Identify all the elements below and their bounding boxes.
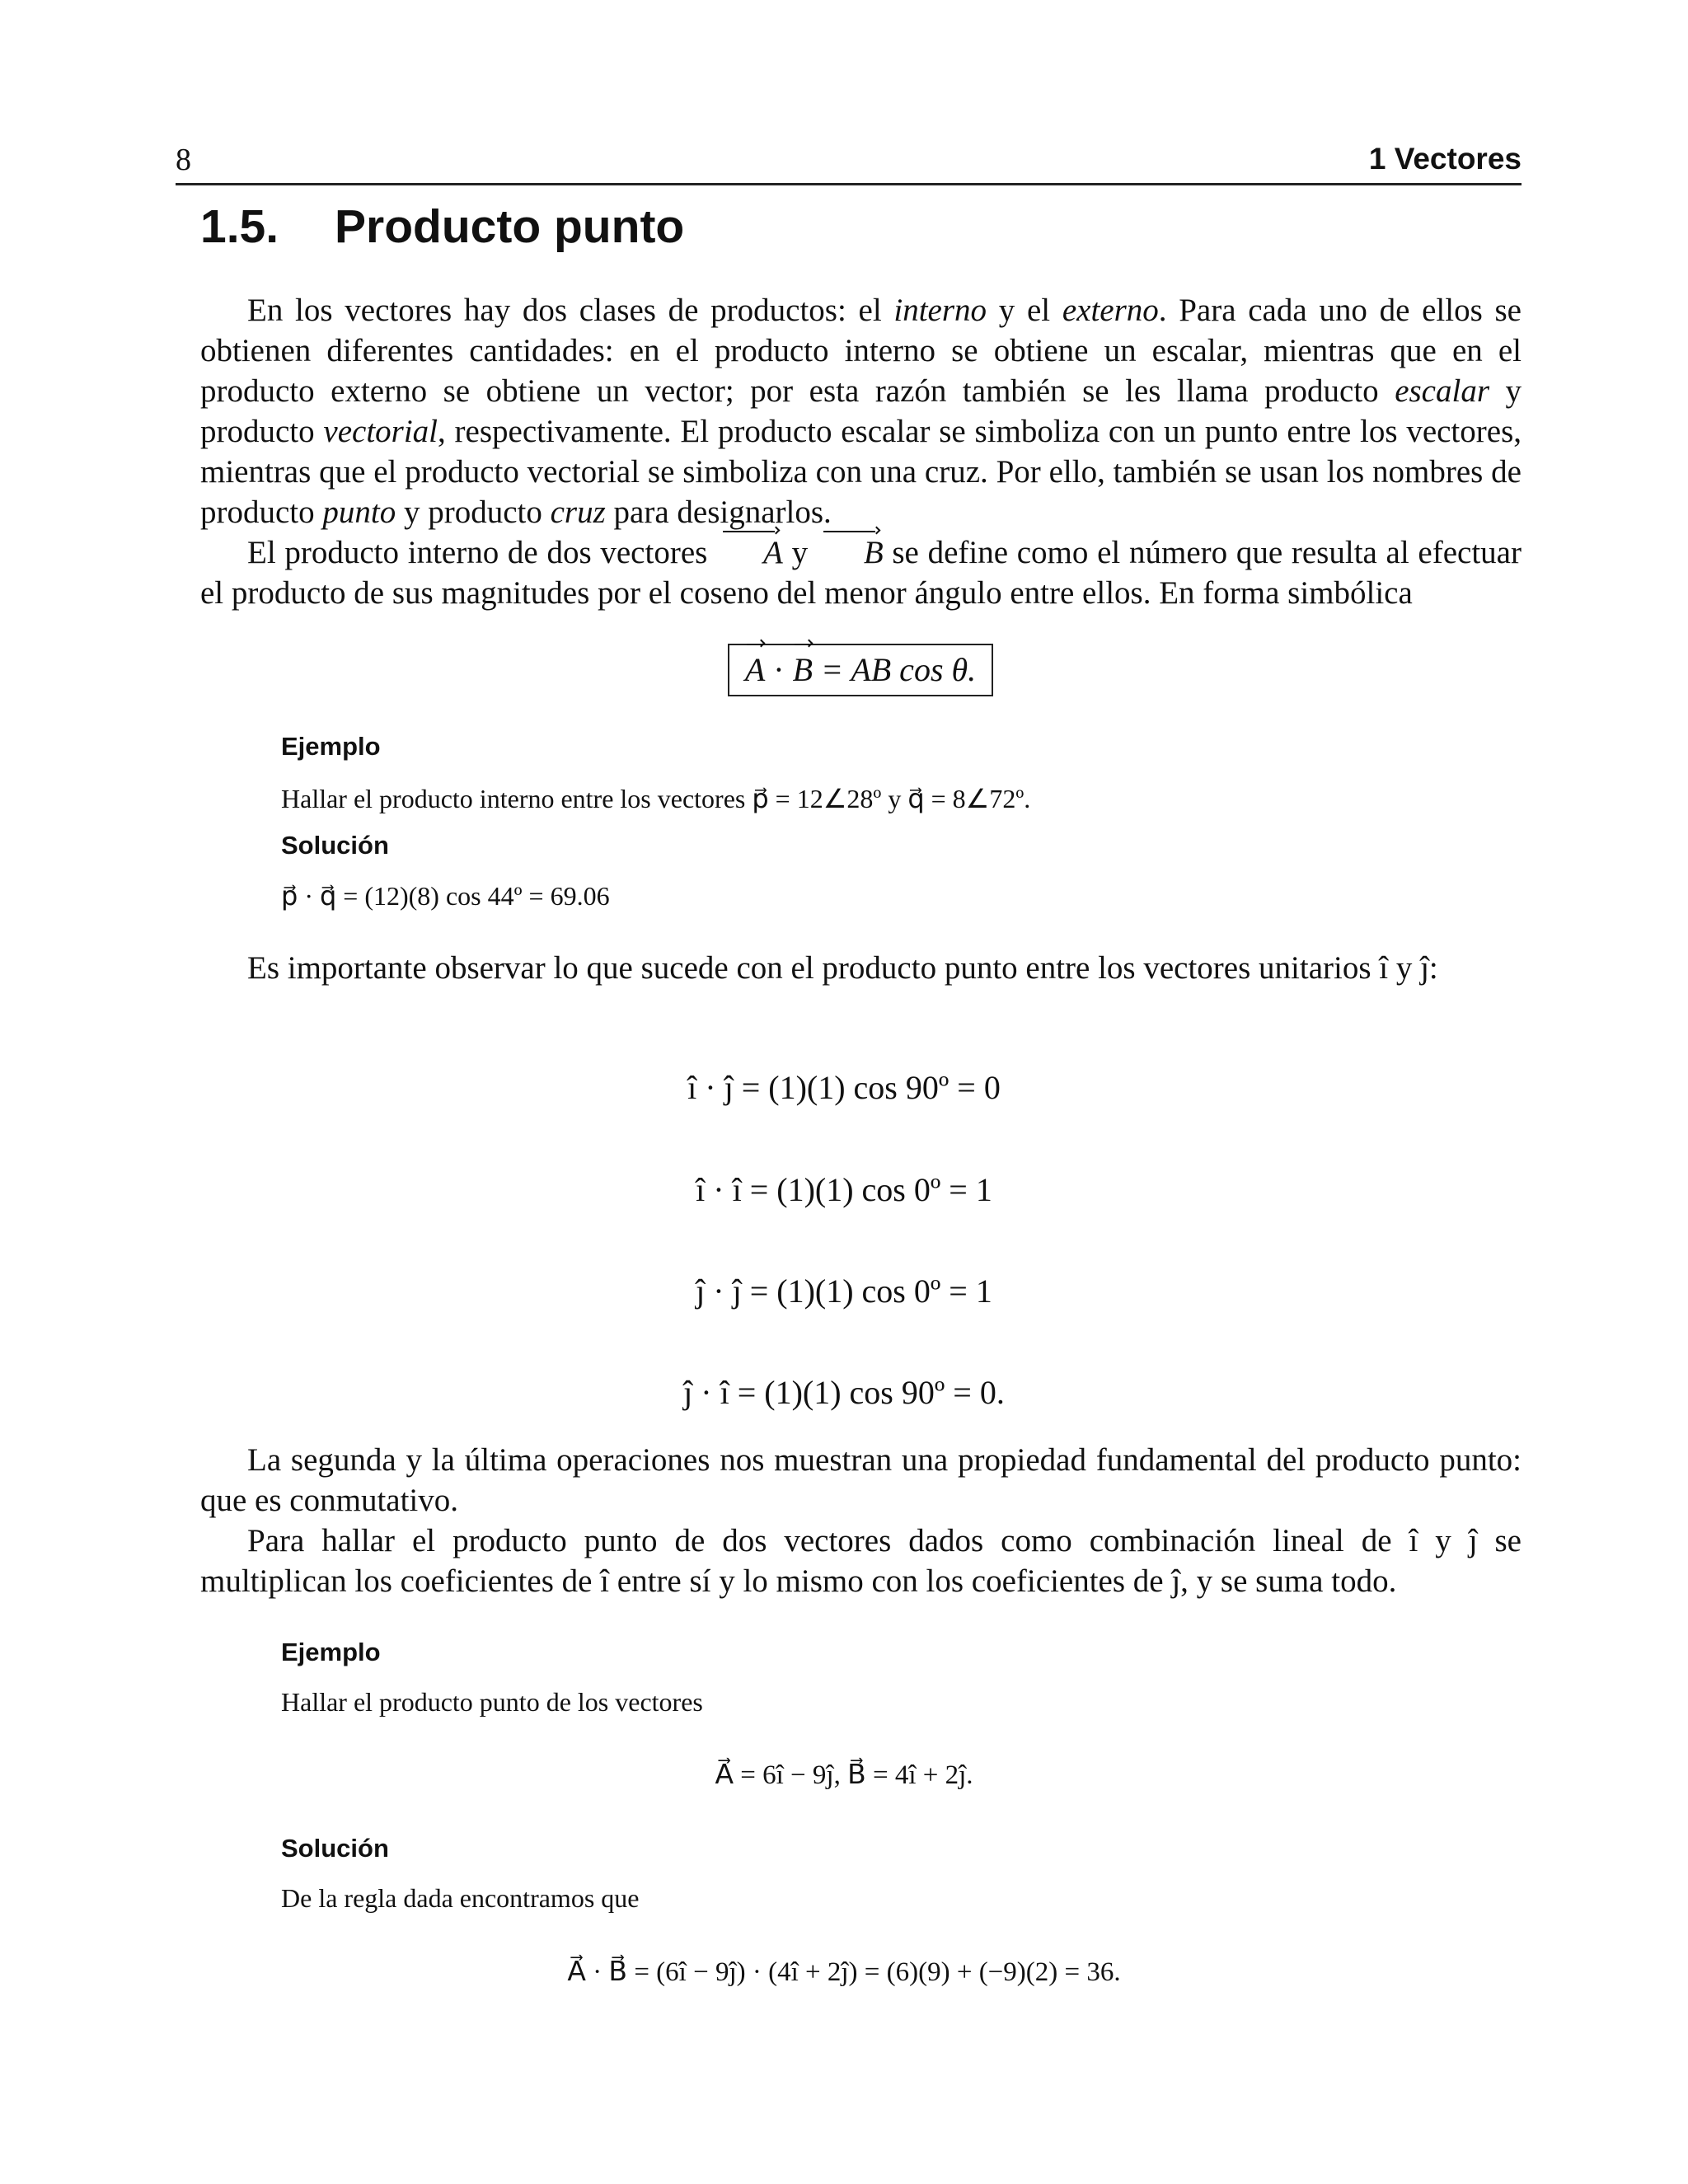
example-statement: Hallar el producto punto de los vectores (281, 1687, 703, 1717)
equation-i-dot-j: î · ĵ = (1)(1) cos 90º = 0 (687, 1069, 1001, 1106)
solution-intro: De la regla dada encontramos que (281, 1883, 640, 1913)
solution-equation: A⃗ · B⃗ = (6î − 9ĵ) · (4î + 2ĵ) = (6)(9) + (−9)(2) = 36. (567, 1957, 1121, 1987)
equation-j-dot-i: ĵ · î = (1)(1) cos 90º = 0. (683, 1374, 1005, 1411)
page-header (176, 142, 1522, 185)
paragraph-products: En los vectores hay dos clases de productos: el interno y el externo. Para cada uno de ellos se obtienen diferentes cantidades: en el producto interno se obtiene un escalar, mientras que en el producto externo se obtiene un vector; por esta razón también se les llama producto escalar y producto vectorial, respectivamente. El producto escalar se simboliza con un punto entre los vectores, mientras que el producto vectorial se simboliza con una cruz. Por ello, también se usan los nombres de producto punto y producto cruz para designarlos. (200, 293, 1522, 530)
chapter-title: 1 Vectores (1368, 142, 1522, 176)
section-heading (200, 199, 684, 254)
section-title: Producto punto (335, 200, 685, 253)
unit-vectors-text (200, 948, 1522, 988)
solution-label: Solución (281, 831, 389, 860)
equation-i-dot-i: î · î = (1)(1) cos 0º = 1 (696, 1171, 992, 1208)
vector-b: B (817, 532, 884, 573)
intro-text (200, 290, 1522, 613)
dot-product-definition-formula: A · B = AB cos θ. (728, 644, 993, 696)
paragraph-unit-vectors: Es importante observar lo que sucede con el producto punto entre los vectores unitarios î y ĵ: (247, 950, 1438, 986)
equation-j-dot-j: ĵ · ĵ = (1)(1) cos 0º = 1 (696, 1272, 992, 1310)
paragraph-linear-combination: Para hallar el producto punto de dos vectores dados como combinación lineal de î y ĵ se multiplican los coeficientes de î entre sí y lo mismo con los coeficientes de ĵ, y se suma todo. (200, 1523, 1522, 1599)
properties-text (200, 1440, 1522, 1601)
paragraph-definition: El producto interno de dos vectores A y B se define como el número que resulta al efectuar el producto de sus magnitudes por el coseno del menor ángulo entre ellos. En forma simbólica (200, 532, 1522, 613)
example-statement: Hallar el producto interno entre los vectores p⃗ = 12∠28º y q⃗ = 8∠72º. (281, 784, 1031, 813)
section-number: 1.5. (200, 200, 279, 253)
solution-label: Solución (281, 1834, 389, 1863)
paragraph-commutative: La segunda y la última operaciones nos muestran una propiedad fundamental del producto punto: que es conmutativo. (200, 1442, 1522, 1518)
example-label: Ejemplo (281, 732, 381, 761)
page-number: 8 (176, 143, 191, 177)
vectors-equation: A⃗ = 6î − 9ĵ, B⃗ = 4î + 2ĵ. (715, 1760, 973, 1790)
solution-equation: p⃗ · q⃗ = (12)(8) cos 44º = 69.06 (281, 881, 610, 911)
example-label: Ejemplo (281, 1638, 381, 1666)
vector-a: A (716, 532, 783, 573)
